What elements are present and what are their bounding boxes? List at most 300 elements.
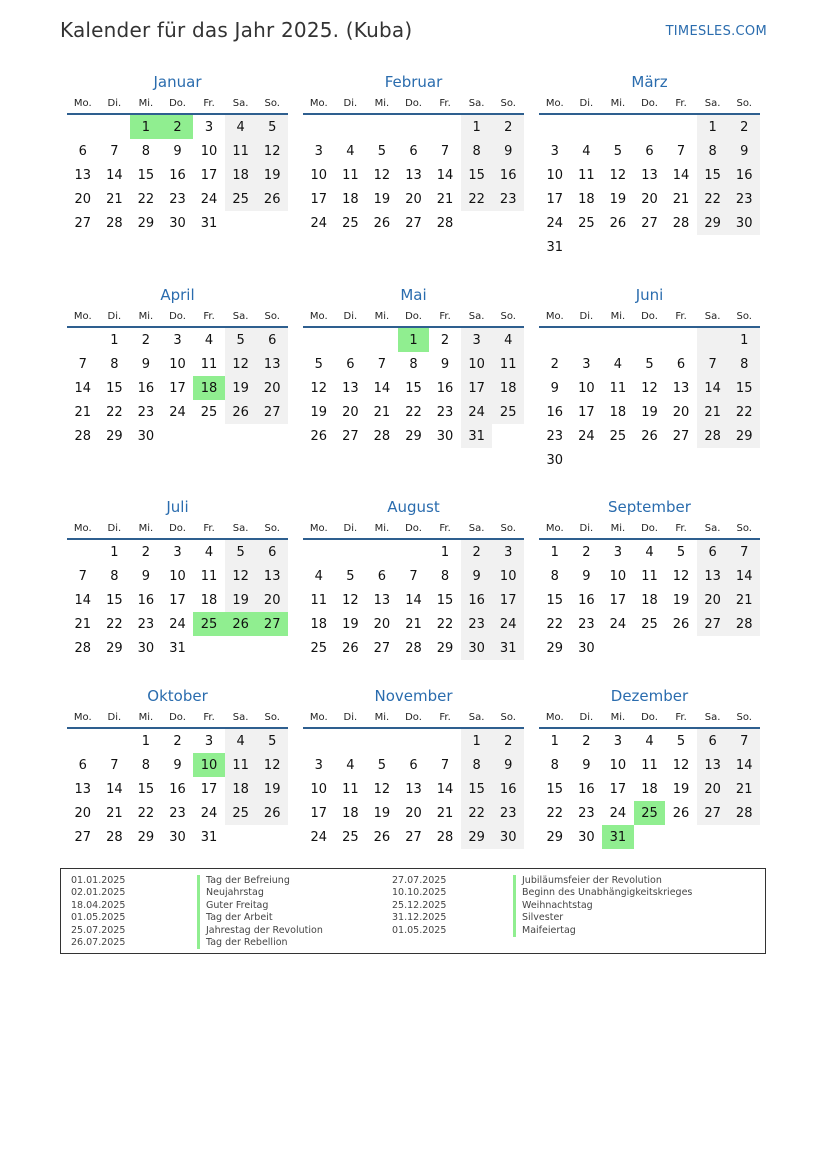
day-cell: 21: [672, 191, 690, 207]
day-cell: 10: [609, 568, 627, 584]
legend-date: 25.12.2025: [392, 899, 447, 911]
day-cell: 22: [461, 187, 493, 211]
day-cell: 19: [672, 781, 690, 797]
day-grid: [67, 540, 288, 660]
weekday-header: [67, 306, 288, 326]
day-cell: 18: [609, 404, 627, 420]
day-grid: [303, 729, 524, 849]
day-cell: 20: [74, 805, 92, 821]
day-cell: 6: [697, 729, 729, 753]
month-name: Juli: [166, 498, 189, 516]
month-name: Februar: [384, 73, 443, 91]
day-cell: 25: [609, 428, 627, 444]
day-cell: 16: [546, 404, 564, 420]
day-cell: 23: [137, 616, 155, 632]
day-cell: 15: [137, 781, 155, 797]
day-cell: 21: [405, 616, 422, 632]
legend-holiday-name: Jahrestag der Revolution: [197, 925, 323, 937]
day-cell: 7: [676, 143, 686, 159]
month-name: Dezember: [610, 687, 689, 705]
weekday-label: So.: [736, 522, 752, 534]
day-cell: 25: [342, 829, 359, 845]
empty-day-cell: [634, 235, 666, 259]
day-cell: 27: [672, 428, 690, 444]
day-cell: 29: [436, 640, 454, 656]
day-cell: 29: [137, 829, 155, 845]
weekday-label: So.: [264, 711, 280, 723]
day-cell: 23: [578, 616, 595, 632]
day-cell: 28: [672, 215, 690, 231]
day-grid: [67, 115, 288, 235]
day-cell: 7: [110, 143, 119, 159]
day-cell: 12: [256, 139, 288, 163]
empty-day-cell: [571, 328, 603, 352]
weekday-label: Fr.: [439, 97, 451, 109]
legend-holiday-name: Maifeiertag: [513, 925, 692, 937]
day-cell: 27: [256, 400, 288, 424]
weekday-label: So.: [264, 310, 280, 322]
empty-day-cell: [67, 328, 99, 352]
empty-day-cell: [492, 424, 524, 448]
month-0: [67, 73, 288, 235]
legend-date: 18.04.2025: [71, 899, 126, 911]
day-cell: 24: [169, 404, 186, 420]
day-cell: 6: [409, 143, 418, 159]
day-cell: 9: [173, 757, 182, 773]
day-cell: 28: [728, 801, 760, 825]
day-cell: 21: [74, 616, 92, 632]
legend-date: 10.10.2025: [392, 887, 447, 899]
weekday-label: Sa.: [704, 711, 721, 723]
day-grid: [539, 540, 760, 660]
day-cell: 30: [169, 215, 186, 231]
empty-day-cell: [602, 115, 634, 139]
day-cell: 14: [436, 781, 454, 797]
day-cell: 16: [492, 163, 524, 187]
day-cell: 19: [310, 404, 328, 420]
day-cell: 20: [256, 588, 288, 612]
day-cell: 23: [169, 805, 186, 821]
weekday-label: Sa.: [232, 522, 249, 534]
brand-link[interactable]: TIMESLES.COM: [665, 24, 767, 39]
day-cell: 17: [200, 167, 218, 183]
legend-date: 02.01.2025: [71, 887, 126, 899]
weekday-label: Mo.: [545, 97, 564, 109]
empty-day-cell: [335, 540, 367, 564]
day-cell: 1: [461, 115, 493, 139]
day-cell: 2: [141, 544, 151, 560]
day-cell: 26: [256, 801, 288, 825]
day-cell: 15: [546, 592, 564, 608]
day-cell: 20: [697, 777, 729, 801]
empty-day-cell: [728, 636, 760, 660]
day-cell: 6: [78, 143, 87, 159]
day-cell: 12: [609, 167, 627, 183]
weekday-label: Do.: [169, 97, 186, 109]
day-cell: 28: [728, 612, 760, 636]
empty-day-cell: [665, 448, 697, 472]
weekday-header: [539, 518, 760, 538]
day-cell: 19: [373, 805, 391, 821]
day-cell: 20: [672, 404, 690, 420]
month-name: August: [387, 498, 440, 516]
empty-day-cell: [602, 448, 634, 472]
empty-day-cell: [697, 636, 729, 660]
weekday-label: Di.: [107, 310, 122, 322]
empty-day-cell: [398, 115, 430, 139]
day-cell: 14: [436, 167, 454, 183]
month-name: März: [631, 73, 668, 91]
day-cell: 24: [310, 829, 328, 845]
day-cell: 6: [409, 757, 418, 773]
day-cell: 31: [461, 424, 493, 448]
day-cell: 20: [342, 404, 359, 420]
day-cell: 28: [436, 215, 454, 231]
day-cell: 26: [672, 616, 690, 632]
empty-day-cell: [697, 448, 729, 472]
day-cell: 26: [373, 215, 391, 231]
month-name: Januar: [153, 73, 202, 91]
day-cell: 4: [613, 356, 623, 372]
day-cell: 16: [728, 163, 760, 187]
weekday-label: So.: [736, 97, 752, 109]
weekday-label: So.: [500, 310, 516, 322]
weekday-label: So.: [736, 310, 752, 322]
day-cell: 11: [342, 781, 359, 797]
day-cell: 22: [436, 616, 454, 632]
day-cell: 27: [405, 829, 422, 845]
weekday-label: Di.: [579, 310, 594, 322]
weekday-label: Fr.: [439, 310, 451, 322]
day-cell: 17: [310, 191, 328, 207]
day-cell: 10: [169, 356, 186, 372]
weekday-label: Fr.: [675, 522, 687, 534]
day-cell: 9: [141, 568, 151, 584]
day-cell: 4: [225, 115, 257, 139]
empty-day-cell: [193, 424, 225, 448]
day-cell: 29: [137, 215, 155, 231]
day-cell: 30: [728, 211, 760, 235]
day-cell: 3: [314, 757, 323, 773]
day-cell: 17: [200, 781, 218, 797]
day-cell: 29: [461, 825, 493, 849]
day-cell: 24: [200, 805, 218, 821]
weekday-label: Sa.: [468, 97, 485, 109]
day-cell: 10: [310, 781, 328, 797]
day-cell: 25: [641, 616, 658, 632]
day-cell: 16: [492, 777, 524, 801]
day-cell: 25: [225, 187, 257, 211]
day-cell: 11: [200, 568, 218, 584]
month-5: [539, 286, 760, 472]
weekday-label: Do.: [405, 97, 422, 109]
empty-day-cell: [571, 115, 603, 139]
empty-day-cell: [303, 115, 335, 139]
month-name: November: [374, 687, 453, 705]
day-cell: 14: [106, 781, 123, 797]
day-cell: 4: [645, 733, 654, 749]
empty-day-cell: [335, 115, 367, 139]
day-cell: 6: [697, 540, 729, 564]
day-cell: 8: [550, 568, 559, 584]
day-cell: 5: [645, 356, 654, 372]
day-cell: 18: [225, 777, 257, 801]
weekday-header: [303, 707, 524, 727]
weekday-label: So.: [736, 711, 752, 723]
weekday-label: Sa.: [704, 310, 721, 322]
day-cell: 3: [613, 733, 623, 749]
day-cell: 24: [492, 612, 524, 636]
day-cell: 15: [106, 380, 123, 396]
day-cell: 1: [130, 115, 162, 139]
day-cell: 20: [641, 191, 658, 207]
legend-holiday-name: Beginn des Unabhängigkeitskrieges: [513, 887, 692, 899]
day-cell: 8: [728, 352, 760, 376]
day-cell: 22: [461, 801, 493, 825]
day-cell: 9: [582, 757, 591, 773]
day-cell: 20: [74, 191, 92, 207]
day-cell: 17: [609, 592, 627, 608]
day-cell: 11: [492, 352, 524, 376]
weekday-label: So.: [500, 711, 516, 723]
weekday-label: Sa.: [468, 522, 485, 534]
day-cell: 25: [634, 801, 666, 825]
day-cell: 21: [74, 404, 92, 420]
day-cell: 7: [440, 757, 450, 773]
day-cell: 17: [169, 592, 186, 608]
day-cell: 3: [461, 328, 493, 352]
day-cell: 5: [346, 568, 355, 584]
day-cell: 11: [641, 757, 658, 773]
empty-day-cell: [256, 636, 288, 660]
month-9: [67, 687, 288, 849]
day-cell: 4: [645, 544, 654, 560]
day-cell: 4: [204, 332, 214, 348]
day-cell: 13: [697, 564, 729, 588]
day-cell: 20: [405, 805, 422, 821]
day-cell: 28: [74, 428, 92, 444]
day-cell: 13: [373, 592, 391, 608]
day-cell: 12: [672, 757, 690, 773]
legend-holiday-name: Weihnachtstag: [513, 900, 692, 912]
day-cell: 15: [728, 376, 760, 400]
day-cell: 2: [582, 733, 591, 749]
day-cell: 23: [137, 404, 155, 420]
day-cell: 8: [461, 753, 493, 777]
empty-day-cell: [634, 115, 666, 139]
weekday-label: Sa.: [232, 711, 249, 723]
month-4: [303, 286, 524, 448]
day-cell: 10: [609, 757, 627, 773]
day-cell: 4: [346, 143, 355, 159]
empty-day-cell: [571, 448, 603, 472]
empty-day-cell: [303, 729, 335, 753]
legend-date: 01.05.2025: [71, 912, 126, 924]
weekday-label: Mi.: [138, 310, 154, 322]
empty-day-cell: [728, 448, 760, 472]
day-cell: 7: [110, 757, 119, 773]
weekday-label: Fr.: [203, 522, 215, 534]
day-cell: 3: [492, 540, 524, 564]
empty-day-cell: [162, 424, 194, 448]
day-cell: 31: [200, 215, 218, 231]
day-cell: 21: [697, 400, 729, 424]
weekday-label: Mi.: [374, 522, 390, 534]
empty-day-cell: [366, 729, 398, 753]
day-cell: 8: [110, 356, 119, 372]
day-cell: 19: [373, 191, 391, 207]
day-cell: 17: [461, 376, 493, 400]
day-grid: [303, 540, 524, 660]
day-cell: 6: [78, 757, 87, 773]
empty-day-cell: [539, 328, 571, 352]
day-cell: 3: [613, 544, 623, 560]
weekday-label: Mi.: [138, 97, 154, 109]
empty-day-cell: [429, 115, 461, 139]
day-grid: [67, 328, 288, 448]
empty-day-cell: [256, 211, 288, 235]
day-cell: 17: [492, 588, 524, 612]
day-cell: 31: [169, 640, 186, 656]
day-cell: 18: [641, 592, 658, 608]
month-name: September: [608, 498, 691, 516]
empty-day-cell: [461, 211, 493, 235]
day-cell: 26: [310, 428, 328, 444]
day-cell: 25: [193, 612, 225, 636]
empty-day-cell: [571, 235, 603, 259]
day-cell: 12: [225, 352, 257, 376]
weekday-label: Di.: [579, 97, 594, 109]
day-cell: 22: [546, 616, 564, 632]
day-cell: 23: [728, 187, 760, 211]
day-cell: 29: [106, 640, 123, 656]
weekday-label: Fr.: [439, 711, 451, 723]
day-cell: 23: [546, 428, 564, 444]
day-cell: 10: [578, 380, 595, 396]
day-cell: 21: [373, 404, 391, 420]
day-cell: 13: [672, 380, 690, 396]
empty-day-cell: [665, 636, 697, 660]
weekday-label: So.: [264, 97, 280, 109]
weekday-header: [539, 306, 760, 326]
day-cell: 10: [492, 564, 524, 588]
day-cell: 24: [169, 616, 186, 632]
day-cell: 31: [492, 636, 524, 660]
legend-holiday-name: Jubiläumsfeier der Revolution: [513, 875, 692, 887]
day-cell: 6: [645, 143, 654, 159]
day-cell: 21: [728, 777, 760, 801]
day-cell: 31: [200, 829, 218, 845]
day-cell: 30: [461, 636, 493, 660]
empty-day-cell: [665, 825, 697, 849]
empty-day-cell: [602, 235, 634, 259]
weekday-label: Mo.: [73, 711, 92, 723]
day-cell: 8: [141, 143, 151, 159]
empty-day-cell: [303, 328, 335, 352]
day-cell: 11: [200, 356, 218, 372]
empty-day-cell: [429, 729, 461, 753]
day-cell: 18: [225, 163, 257, 187]
day-cell: 28: [373, 428, 391, 444]
day-cell: 1: [440, 544, 450, 560]
empty-day-cell: [67, 540, 99, 564]
empty-day-cell: [665, 328, 697, 352]
weekday-label: Do.: [169, 711, 186, 723]
day-cell: 10: [310, 167, 328, 183]
day-cell: 22: [405, 404, 422, 420]
day-cell: 14: [728, 564, 760, 588]
day-cell: 19: [256, 777, 288, 801]
day-cell: 1: [110, 544, 119, 560]
day-cell: 2: [492, 115, 524, 139]
day-cell: 5: [225, 540, 257, 564]
weekday-header: [67, 93, 288, 113]
weekday-label: Sa.: [704, 522, 721, 534]
day-cell: 15: [436, 592, 454, 608]
empty-day-cell: [602, 328, 634, 352]
day-cell: 14: [728, 753, 760, 777]
day-cell: 14: [106, 167, 123, 183]
legend-date: 01.01.2025: [71, 875, 126, 886]
day-cell: 22: [137, 805, 155, 821]
day-cell: 17: [310, 805, 328, 821]
holiday-legend: [60, 868, 766, 954]
day-cell: 1: [110, 332, 119, 348]
empty-day-cell: [67, 729, 99, 753]
day-cell: 5: [676, 733, 686, 749]
weekday-label: So.: [500, 522, 516, 534]
weekday-label: Do.: [641, 310, 658, 322]
day-cell: 9: [492, 139, 524, 163]
day-cell: 29: [697, 211, 729, 235]
day-cell: 13: [342, 380, 359, 396]
day-cell: 8: [409, 356, 418, 372]
day-cell: 6: [676, 356, 686, 372]
month-name: Juni: [635, 286, 664, 304]
day-cell: 26: [225, 612, 257, 636]
empty-day-cell: [697, 825, 729, 849]
legend-dates-left: [71, 875, 125, 949]
day-cell: 26: [342, 640, 359, 656]
weekday-label: Mi.: [374, 310, 390, 322]
empty-day-cell: [366, 115, 398, 139]
day-cell: 31: [546, 239, 564, 255]
weekday-label: Mo.: [545, 711, 564, 723]
day-cell: 30: [578, 829, 595, 845]
day-cell: 1: [697, 115, 729, 139]
day-cell: 4: [314, 568, 323, 584]
weekday-label: Mo.: [309, 711, 328, 723]
weekday-header: [539, 93, 760, 113]
day-grid: [539, 729, 760, 849]
weekday-label: Di.: [107, 711, 122, 723]
day-cell: 7: [697, 352, 729, 376]
day-cell: 9: [550, 380, 559, 396]
day-cell: 24: [461, 400, 493, 424]
empty-day-cell: [99, 115, 131, 139]
weekday-label: Sa.: [232, 310, 249, 322]
day-cell: 18: [342, 191, 359, 207]
day-cell: 13: [697, 753, 729, 777]
day-cell: 30: [137, 640, 155, 656]
day-cell: 22: [137, 191, 155, 207]
day-cell: 14: [405, 592, 422, 608]
day-cell: 23: [169, 191, 186, 207]
day-cell: 15: [405, 380, 422, 396]
weekday-label: Mi.: [610, 522, 626, 534]
legend-names-left: [197, 875, 323, 949]
day-cell: 1: [550, 544, 559, 560]
